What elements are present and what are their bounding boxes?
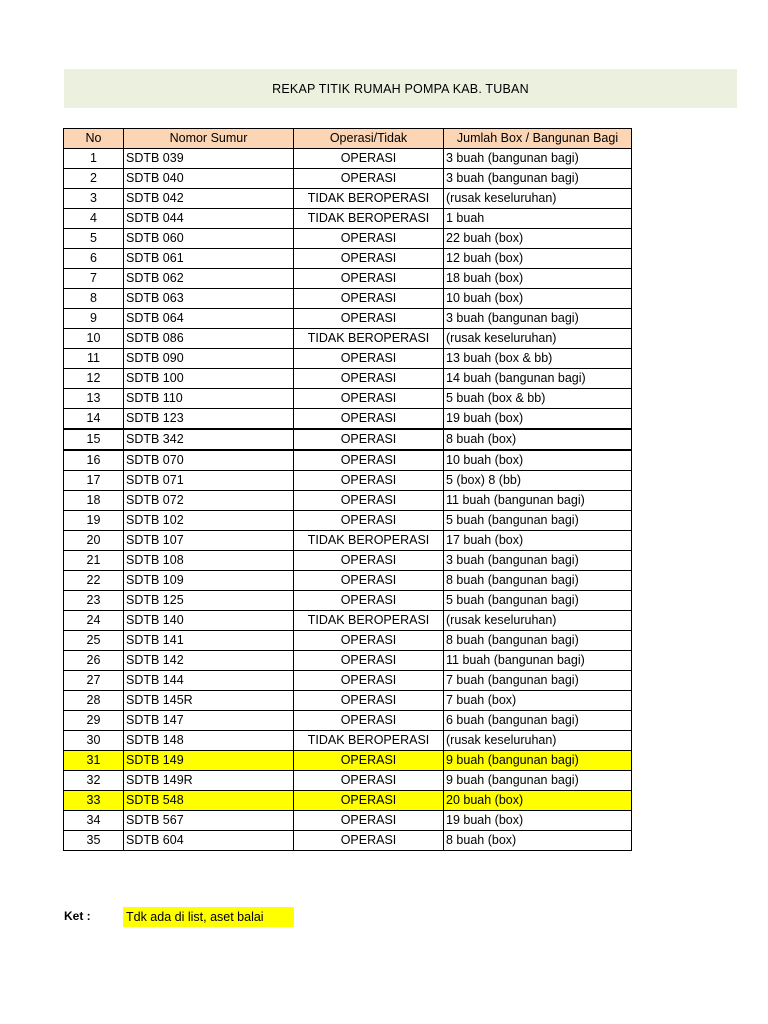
header-no: No [64, 129, 124, 149]
cell-jumlah: 22 buah (box) [444, 229, 632, 249]
cell-jumlah: 12 buah (box) [444, 249, 632, 269]
cell-nomor-sumur: SDTB 072 [124, 491, 294, 511]
table-row [64, 511, 632, 531]
cell-no: 4 [64, 209, 124, 229]
cell-jumlah: 3 buah (bangunan bagi) [444, 309, 632, 329]
cell-nomor-sumur: SDTB 063 [124, 289, 294, 309]
cell-no: 31 [64, 751, 124, 771]
cell-no: 32 [64, 771, 124, 791]
table-row [64, 551, 632, 571]
cell-nomor-sumur: SDTB 144 [124, 671, 294, 691]
cell-no: 26 [64, 651, 124, 671]
cell-jumlah: 7 buah (bangunan bagi) [444, 671, 632, 691]
table-row [64, 831, 632, 851]
cell-nomor-sumur: SDTB 149 [124, 751, 294, 771]
cell-nomor-sumur: SDTB 108 [124, 551, 294, 571]
cell-jumlah: (rusak keseluruhan) [444, 329, 632, 349]
table-row [64, 269, 632, 289]
cell-jumlah: 3 buah (bangunan bagi) [444, 551, 632, 571]
table-row [64, 450, 632, 471]
cell-status: TIDAK BEROPERASI [294, 329, 444, 349]
table-row [64, 289, 632, 309]
table-row [64, 751, 632, 771]
table-row [64, 811, 632, 831]
cell-nomor-sumur: SDTB 090 [124, 349, 294, 369]
table-row [64, 349, 632, 369]
cell-status: OPERASI [294, 691, 444, 711]
cell-no: 9 [64, 309, 124, 329]
table-row [64, 711, 632, 731]
cell-no: 34 [64, 811, 124, 831]
cell-status: OPERASI [294, 269, 444, 289]
cell-jumlah: 17 buah (box) [444, 531, 632, 551]
cell-nomor-sumur: SDTB 062 [124, 269, 294, 289]
table-row [64, 491, 632, 511]
cell-status: OPERASI [294, 711, 444, 731]
cell-jumlah: 5 (box) 8 (bb) [444, 471, 632, 491]
table-row [64, 671, 632, 691]
table-row [64, 389, 632, 409]
table-row [64, 229, 632, 249]
table-row [64, 249, 632, 269]
table-header-row [64, 129, 632, 149]
cell-no: 16 [64, 450, 124, 471]
cell-status: OPERASI [294, 289, 444, 309]
cell-no: 30 [64, 731, 124, 751]
cell-no: 27 [64, 671, 124, 691]
cell-no: 20 [64, 531, 124, 551]
cell-status: OPERASI [294, 651, 444, 671]
cell-nomor-sumur: SDTB 060 [124, 229, 294, 249]
cell-no: 35 [64, 831, 124, 851]
cell-no: 6 [64, 249, 124, 269]
cell-jumlah: 8 buah (bangunan bagi) [444, 631, 632, 651]
cell-no: 22 [64, 571, 124, 591]
cell-status: TIDAK BEROPERASI [294, 209, 444, 229]
cell-jumlah: 9 buah (bangunan bagi) [444, 771, 632, 791]
cell-jumlah: 11 buah (bangunan bagi) [444, 651, 632, 671]
cell-jumlah: 10 buah (box) [444, 289, 632, 309]
table-row [64, 631, 632, 651]
cell-status: OPERASI [294, 491, 444, 511]
cell-no: 33 [64, 791, 124, 811]
cell-nomor-sumur: SDTB 548 [124, 791, 294, 811]
cell-no: 18 [64, 491, 124, 511]
cell-jumlah: 6 buah (bangunan bagi) [444, 711, 632, 731]
header-nomor-sumur: Nomor Sumur [124, 129, 294, 149]
cell-jumlah: 7 buah (box) [444, 691, 632, 711]
cell-no: 12 [64, 369, 124, 389]
cell-nomor-sumur: SDTB 567 [124, 811, 294, 831]
cell-status: OPERASI [294, 409, 444, 430]
cell-status: OPERASI [294, 471, 444, 491]
cell-jumlah: (rusak keseluruhan) [444, 611, 632, 631]
pump-house-table [63, 128, 632, 851]
table-row [64, 771, 632, 791]
cell-no: 21 [64, 551, 124, 571]
cell-nomor-sumur: SDTB 125 [124, 591, 294, 611]
cell-nomor-sumur: SDTB 109 [124, 571, 294, 591]
cell-status: OPERASI [294, 671, 444, 691]
cell-no: 7 [64, 269, 124, 289]
cell-status: OPERASI [294, 591, 444, 611]
cell-status: OPERASI [294, 791, 444, 811]
cell-status: OPERASI [294, 169, 444, 189]
cell-status: OPERASI [294, 149, 444, 169]
cell-jumlah: 9 buah (bangunan bagi) [444, 751, 632, 771]
ket-label: Ket : [64, 909, 91, 923]
table-body [64, 149, 632, 851]
cell-jumlah: 8 buah (bangunan bagi) [444, 571, 632, 591]
cell-status: TIDAK BEROPERASI [294, 531, 444, 551]
table-row [64, 189, 632, 209]
cell-no: 11 [64, 349, 124, 369]
cell-no: 5 [64, 229, 124, 249]
cell-jumlah: (rusak keseluruhan) [444, 731, 632, 751]
cell-no: 19 [64, 511, 124, 531]
cell-status: OPERASI [294, 631, 444, 651]
cell-nomor-sumur: SDTB 604 [124, 831, 294, 851]
cell-jumlah: 5 buah (box & bb) [444, 389, 632, 409]
cell-no: 15 [64, 429, 124, 450]
cell-status: OPERASI [294, 450, 444, 471]
table-row [64, 209, 632, 229]
cell-nomor-sumur: SDTB 086 [124, 329, 294, 349]
cell-status: OPERASI [294, 249, 444, 269]
report-title: REKAP TITIK RUMAH POMPA KAB. TUBAN [64, 69, 737, 108]
table-row [64, 149, 632, 169]
cell-jumlah: 13 buah (box & bb) [444, 349, 632, 369]
cell-status: OPERASI [294, 429, 444, 450]
cell-nomor-sumur: SDTB 039 [124, 149, 294, 169]
table-row [64, 731, 632, 751]
cell-status: TIDAK BEROPERASI [294, 611, 444, 631]
cell-no: 3 [64, 189, 124, 209]
cell-nomor-sumur: SDTB 064 [124, 309, 294, 329]
cell-jumlah: 5 buah (bangunan bagi) [444, 591, 632, 611]
table-row [64, 309, 632, 329]
table-row [64, 651, 632, 671]
cell-no: 13 [64, 389, 124, 409]
cell-status: OPERASI [294, 751, 444, 771]
cell-jumlah: 3 buah (bangunan bagi) [444, 169, 632, 189]
cell-no: 1 [64, 149, 124, 169]
cell-nomor-sumur: SDTB 342 [124, 429, 294, 450]
cell-status: OPERASI [294, 389, 444, 409]
cell-jumlah: 1 buah [444, 209, 632, 229]
cell-nomor-sumur: SDTB 102 [124, 511, 294, 531]
cell-status: TIDAK BEROPERASI [294, 189, 444, 209]
cell-nomor-sumur: SDTB 100 [124, 369, 294, 389]
cell-no: 23 [64, 591, 124, 611]
cell-nomor-sumur: SDTB 147 [124, 711, 294, 731]
cell-status: OPERASI [294, 831, 444, 851]
cell-jumlah: 14 buah (bangunan bagi) [444, 369, 632, 389]
cell-nomor-sumur: SDTB 142 [124, 651, 294, 671]
cell-status: OPERASI [294, 811, 444, 831]
cell-nomor-sumur: SDTB 141 [124, 631, 294, 651]
cell-no: 2 [64, 169, 124, 189]
cell-nomor-sumur: SDTB 044 [124, 209, 294, 229]
cell-no: 8 [64, 289, 124, 309]
cell-status: OPERASI [294, 571, 444, 591]
table-row [64, 429, 632, 450]
header-jumlah-box: Jumlah Box / Bangunan Bagi [444, 129, 632, 149]
table-row [64, 531, 632, 551]
cell-jumlah: 10 buah (box) [444, 450, 632, 471]
cell-jumlah: 8 buah (box) [444, 831, 632, 851]
cell-status: OPERASI [294, 511, 444, 531]
cell-status: TIDAK BEROPERASI [294, 731, 444, 751]
cell-nomor-sumur: SDTB 149R [124, 771, 294, 791]
cell-status: OPERASI [294, 229, 444, 249]
cell-nomor-sumur: SDTB 061 [124, 249, 294, 269]
cell-status: OPERASI [294, 369, 444, 389]
table-row [64, 329, 632, 349]
ket-note-highlight: Tdk ada di list, aset balai [123, 907, 294, 927]
cell-no: 14 [64, 409, 124, 430]
cell-no: 10 [64, 329, 124, 349]
cell-status: OPERASI [294, 771, 444, 791]
table-row [64, 591, 632, 611]
cell-jumlah: 3 buah (bangunan bagi) [444, 149, 632, 169]
cell-jumlah: 18 buah (box) [444, 269, 632, 289]
table-row [64, 369, 632, 389]
cell-jumlah: 8 buah (box) [444, 429, 632, 450]
table-row [64, 169, 632, 189]
cell-jumlah: 11 buah (bangunan bagi) [444, 491, 632, 511]
cell-no: 25 [64, 631, 124, 651]
cell-nomor-sumur: SDTB 107 [124, 531, 294, 551]
cell-nomor-sumur: SDTB 042 [124, 189, 294, 209]
table-row [64, 611, 632, 631]
cell-jumlah: 19 buah (box) [444, 811, 632, 831]
cell-nomor-sumur: SDTB 123 [124, 409, 294, 430]
cell-nomor-sumur: SDTB 140 [124, 611, 294, 631]
cell-nomor-sumur: SDTB 148 [124, 731, 294, 751]
table-row [64, 691, 632, 711]
table-row [64, 409, 632, 430]
cell-jumlah: 19 buah (box) [444, 409, 632, 430]
cell-nomor-sumur: SDTB 070 [124, 450, 294, 471]
table-row [64, 471, 632, 491]
cell-status: OPERASI [294, 551, 444, 571]
cell-jumlah: (rusak keseluruhan) [444, 189, 632, 209]
cell-jumlah: 20 buah (box) [444, 791, 632, 811]
header-operasi-tidak: Operasi/Tidak [294, 129, 444, 149]
cell-jumlah: 5 buah (bangunan bagi) [444, 511, 632, 531]
cell-no: 28 [64, 691, 124, 711]
cell-nomor-sumur: SDTB 040 [124, 169, 294, 189]
cell-status: OPERASI [294, 309, 444, 329]
cell-no: 17 [64, 471, 124, 491]
cell-status: OPERASI [294, 349, 444, 369]
cell-no: 29 [64, 711, 124, 731]
table-row [64, 571, 632, 591]
cell-nomor-sumur: SDTB 145R [124, 691, 294, 711]
cell-no: 24 [64, 611, 124, 631]
cell-nomor-sumur: SDTB 071 [124, 471, 294, 491]
cell-nomor-sumur: SDTB 110 [124, 389, 294, 409]
table-row [64, 791, 632, 811]
